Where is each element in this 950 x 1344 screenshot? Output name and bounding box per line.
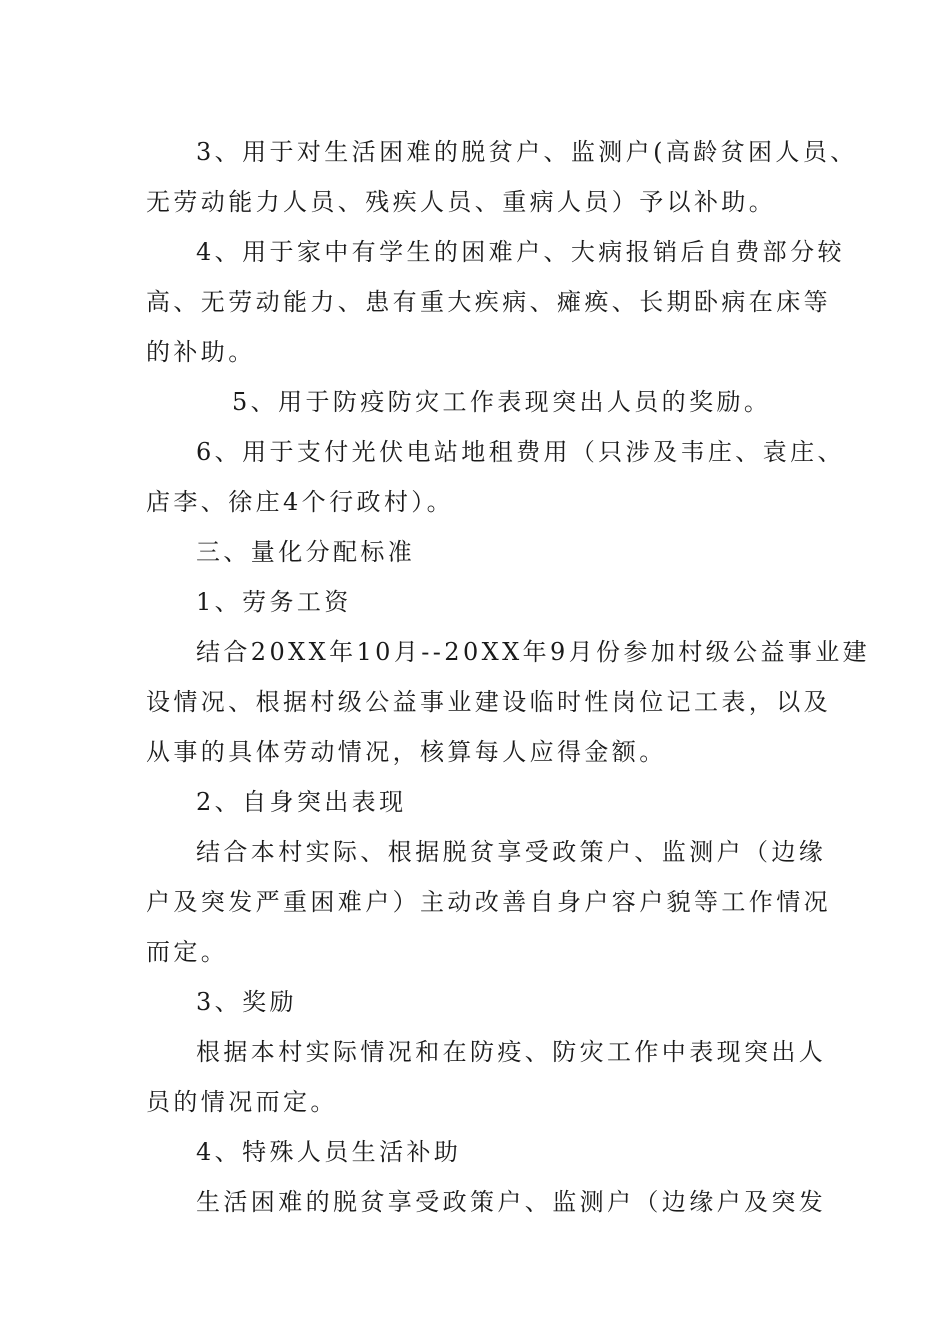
text-line: 从事的具体劳动情况，核算每人应得金额。 bbox=[146, 738, 667, 766]
text-line: 5、用于防疫防灾工作表现突出人员的奖励。 bbox=[232, 388, 772, 416]
subsection-heading: 3、奖励 bbox=[196, 988, 297, 1016]
text-line: 高、无劳动能力、患有重大疾病、瘫痪、长期卧病在床等 bbox=[146, 288, 831, 316]
text-line: 3、用于对生活困难的脱贫户、监测户(高龄贫困人员、 bbox=[196, 138, 858, 166]
section-heading: 三、量化分配标准 bbox=[196, 538, 416, 566]
subsection-heading: 4、特殊人员生活补助 bbox=[196, 1138, 462, 1166]
text-line: 店李、徐庄4个行政村）。 bbox=[146, 488, 455, 516]
text-line: 而定。 bbox=[146, 938, 229, 966]
text-line: 设情况、根据村级公益事业建设临时性岗位记工表，以及 bbox=[146, 688, 831, 716]
text-line: 的补助。 bbox=[146, 338, 256, 366]
text-line: 6、用于支付光伏电站地租费用（只涉及韦庄、袁庄、 bbox=[196, 438, 845, 466]
text-line: 4、用于家中有学生的困难户、大病报销后自费部分较 bbox=[196, 238, 845, 266]
subsection-heading: 1、劳务工资 bbox=[196, 588, 352, 616]
text-line: 生活困难的脱贫享受政策户、监测户（边缘户及突发 bbox=[196, 1188, 827, 1216]
text-line: 根据本村实际情况和在防疫、防灾工作中表现突出人 bbox=[196, 1038, 827, 1066]
subsection-heading: 2、自身突出表现 bbox=[196, 788, 407, 816]
text-line: 员的情况而定。 bbox=[146, 1088, 338, 1116]
text-line: 结合20XX年10月--20XX年9月份参加村级公益事业建 bbox=[196, 638, 871, 666]
text-line: 无劳动能力人员、残疾人员、重病人员）予以补助。 bbox=[146, 188, 777, 216]
text-line: 结合本村实际、根据脱贫享受政策户、监测户（边缘 bbox=[196, 838, 827, 866]
text-line: 户及突发严重困难户）主动改善自身户容户貌等工作情况 bbox=[146, 888, 831, 916]
